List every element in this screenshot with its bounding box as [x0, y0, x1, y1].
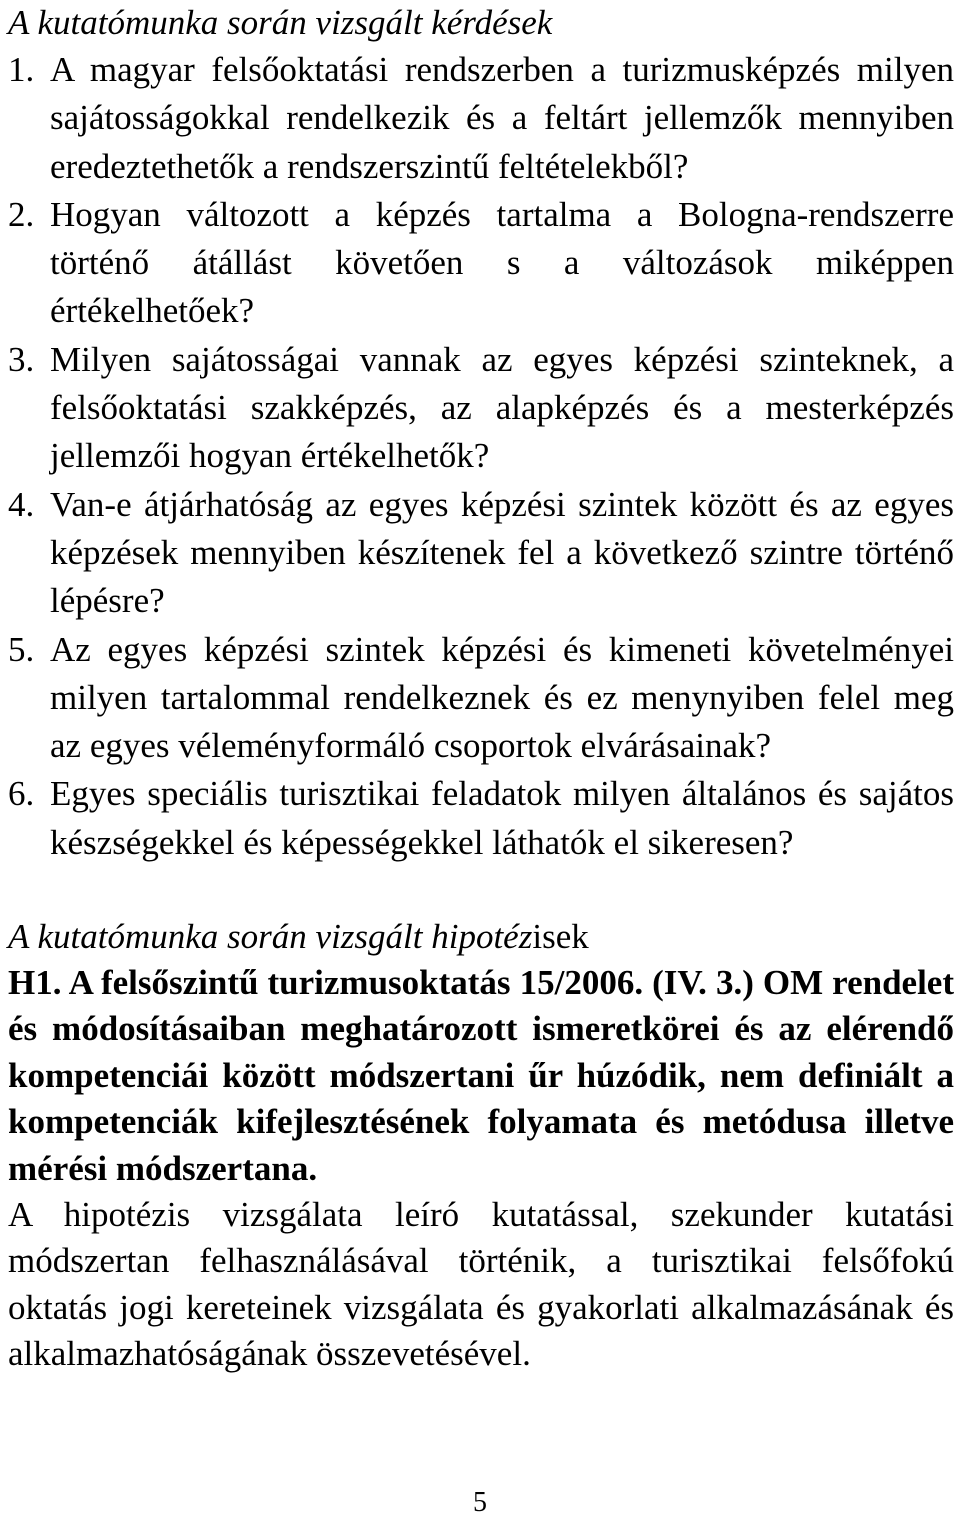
question-text: Hogyan változott a képzés tartalma a Bologna-rendszerre történő átállást követően s a változások miképpen értékelhetőek? — [50, 194, 954, 331]
question-number: 4. — [8, 484, 35, 524]
research-questions-list — [8, 46, 954, 867]
question-text: Van-e átjárhatóság az egyes képzési szintek között és az egyes képzések mennyiben készítenek fel a következő szintre történő lépésre? — [50, 484, 954, 621]
question-text: A magyar felsőoktatási rendszerben a turizmusképzés milyen sajátosságokkal rendelkezik és a feltárt jellemzők mennyiben eredeztethetők a rendszerszintű feltételekből? — [50, 50, 954, 186]
question-text: Az egyes képzési szintek képzési és kimeneti követelményei milyen tartalommal rendelkeznek és ez menynyiben felel meg az egyes véleményformáló csoportok elvárásainak? — [50, 629, 954, 766]
section-heading-hypotheses — [8, 914, 954, 960]
question-item-2 — [8, 191, 954, 336]
question-item-4 — [8, 481, 954, 626]
hypothesis-description: A hipotézis vizsgálata leíró kutatással, szekunder kutatási módszertan felhasználásával történik, a turisztikai felsőfokú oktatás jogi kereteinek vizsgálata és gyakorlati alkalmazásának és alkalmazhatóságának összevetésével. — [8, 1195, 954, 1374]
section-heading-hypotheses-upright: isek — [532, 917, 589, 957]
section-heading-hypotheses-italic: A kutatómunka során vizsgált hipotéz — [8, 917, 533, 957]
question-item-1 — [8, 46, 954, 191]
question-item-5 — [8, 626, 954, 771]
question-text: Egyes speciális turisztikai feladatok milyen általános és sajátos készségekkel és képességekkel láthatók el sikeresen? — [50, 774, 954, 862]
hypothesis-h1: H1. A felsőszintű turizmusoktatás 15/2006. (IV. 3.) OM rendelet és módosításaiban meghatározott ismeretkörei és az elérendő kompetenciái között módszertani űr húzódik, nem definiált a kompetenciák kifejlesztésének folyamata és metódusa illetve mérési módszertana. — [8, 963, 954, 1188]
document-page — [8, 0, 954, 1378]
question-number: 2. — [8, 194, 35, 234]
question-text: Milyen sajátosságai vannak az egyes képzési szinteknek, a felsőoktatási szakképzés, az alapképzés és a mesterképzés jellemzői hogyan értékelhetők? — [50, 339, 954, 476]
question-number: 3. — [8, 339, 35, 379]
section-heading-questions: A kutatómunka során vizsgált kérdések — [8, 3, 553, 42]
question-number: 5. — [8, 629, 35, 669]
page-number: 5 — [473, 1487, 487, 1518]
question-item-6 — [8, 770, 954, 867]
question-number: 6. — [8, 774, 35, 814]
question-number: 1. — [8, 50, 35, 89]
question-item-3 — [8, 336, 954, 481]
